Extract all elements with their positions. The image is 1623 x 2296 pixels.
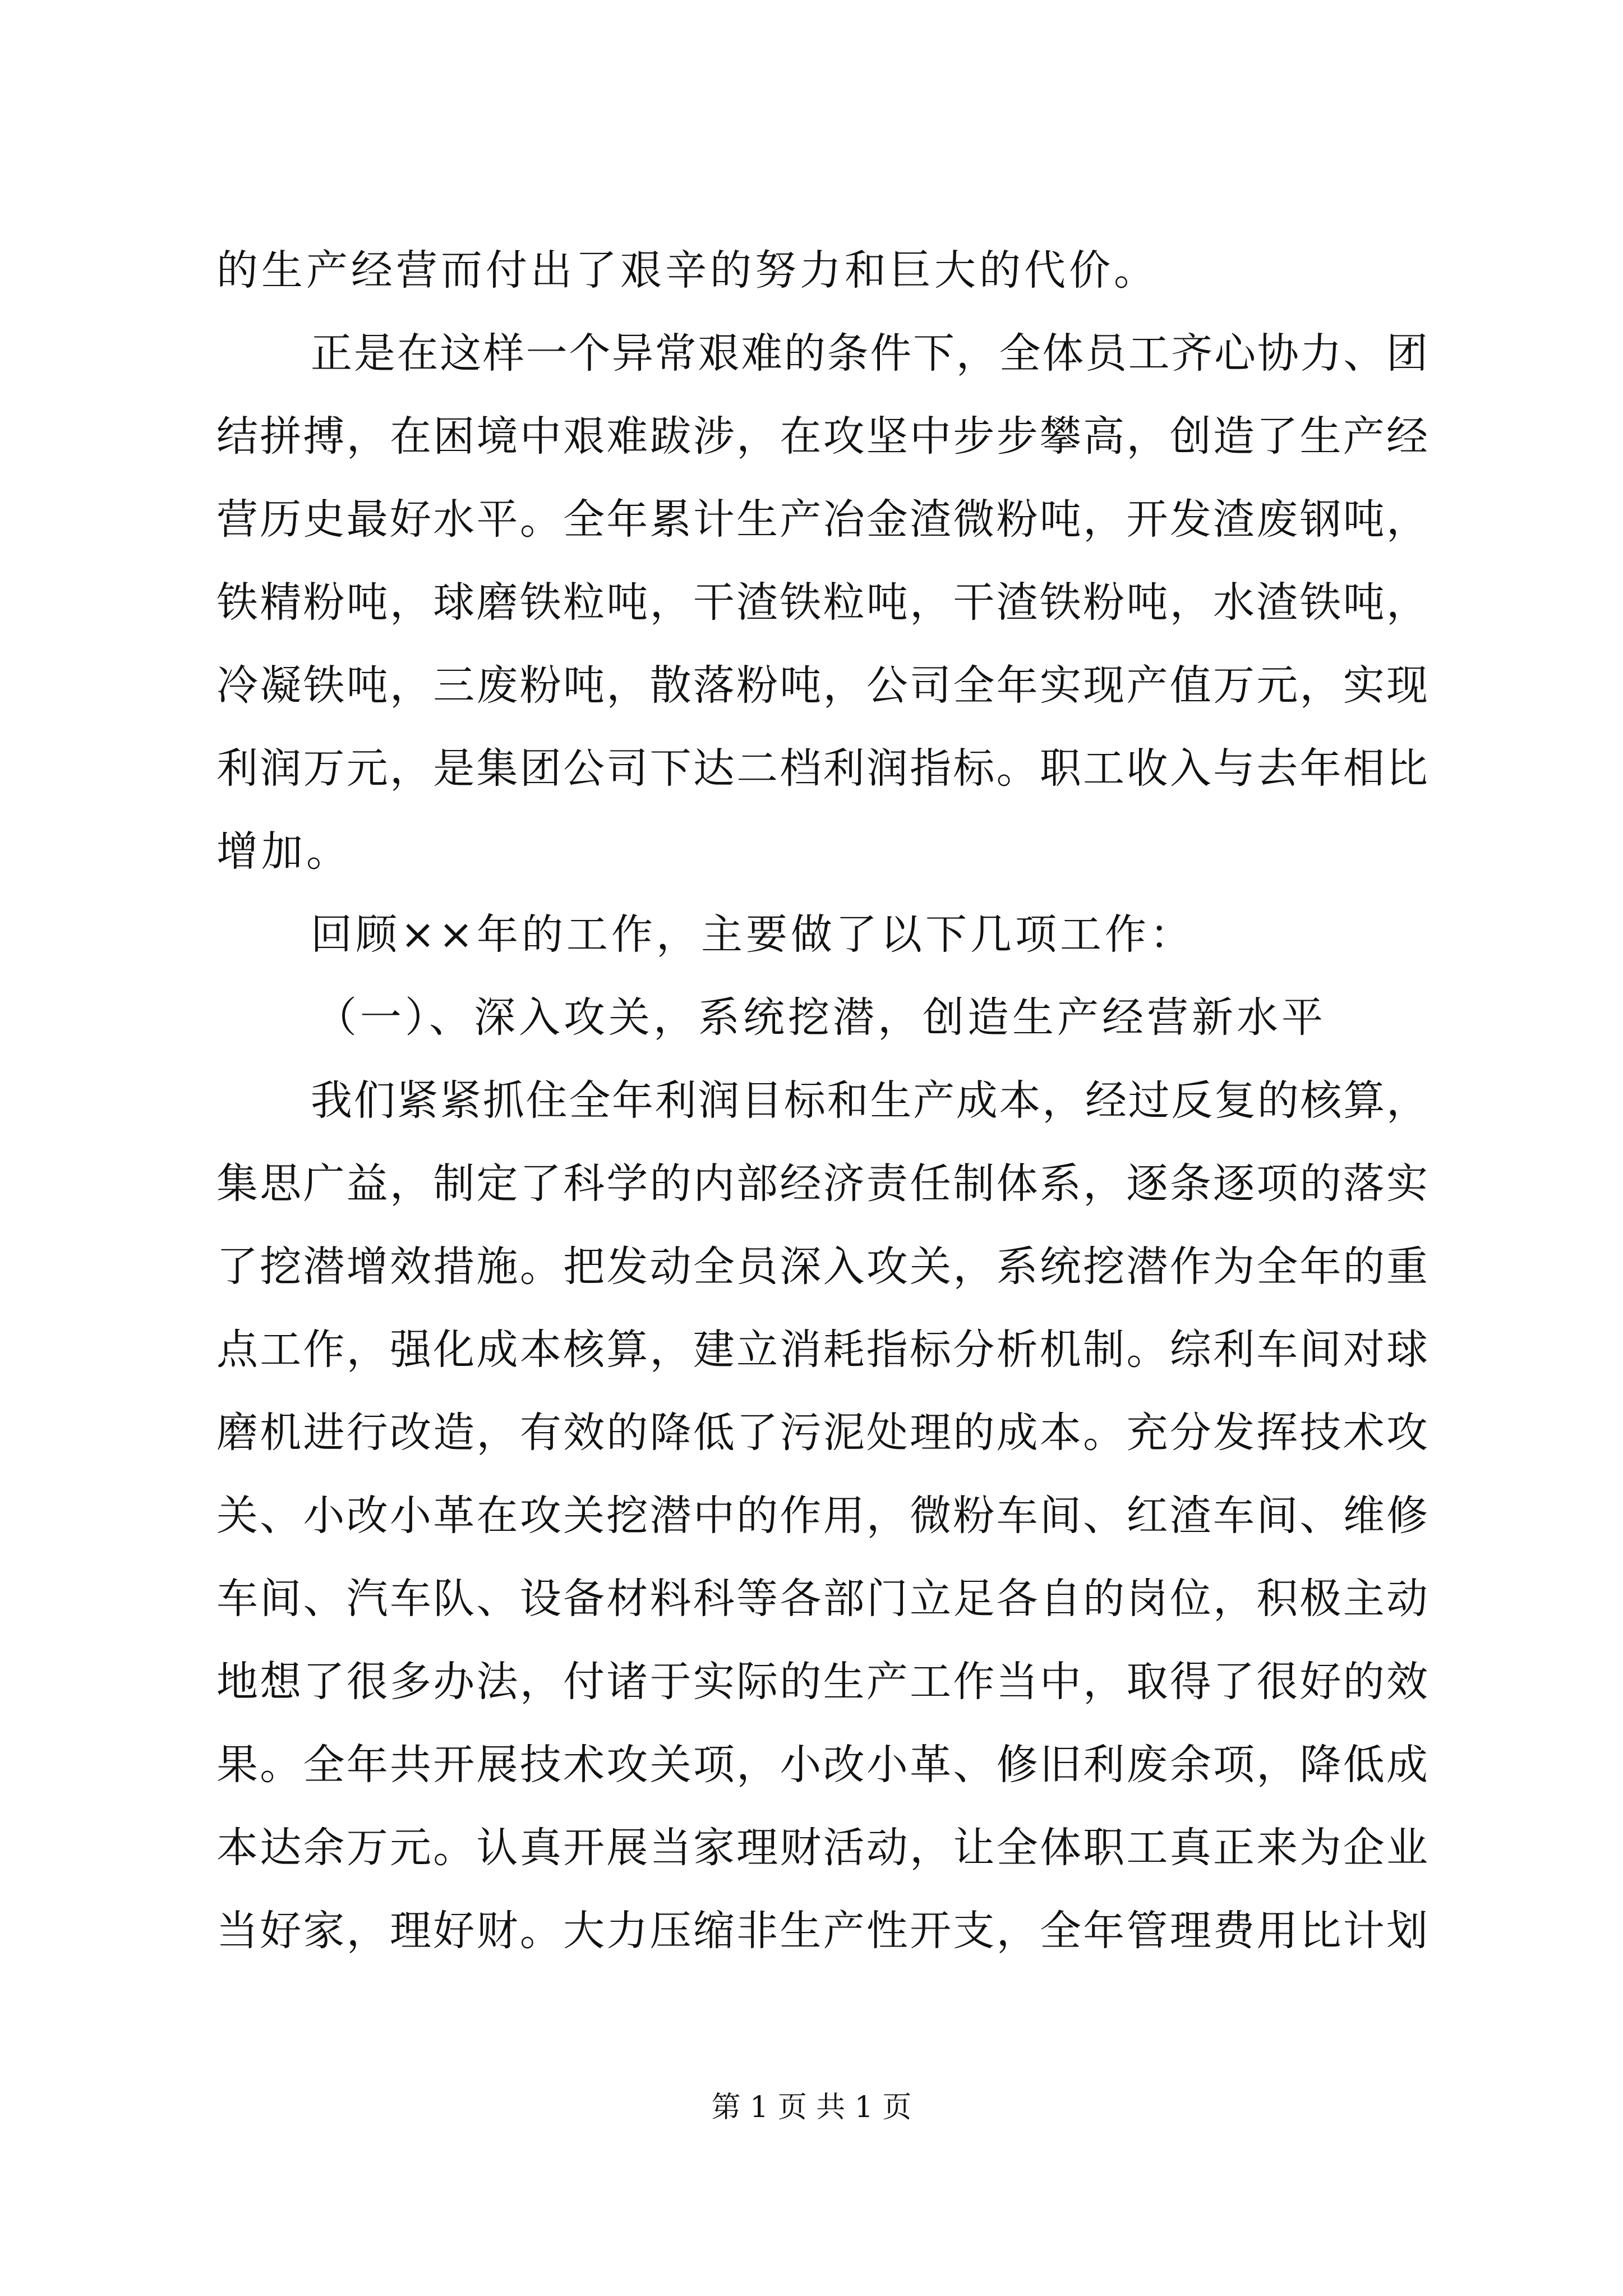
- paragraph-line: 了挖潜增效措施。把发动全员深入攻关，系统挖潜作为全年的重: [216, 1243, 1428, 1291]
- paragraph-line: 营历史最好水平。全年累计生产冶金渣微粉吨，开发渣废钢吨，: [216, 495, 1428, 544]
- paragraph-line: 利润万元，是集团公司下达二档利润指标。职工收入与去年相比: [216, 744, 1428, 793]
- paragraph-line: 铁精粉吨，球磨铁粒吨，干渣铁粒吨，干渣铁粉吨，水渣铁吨，: [216, 578, 1428, 627]
- paragraph-line: 点工作，强化成本核算，建立消耗指标分析机制。综利车间对球: [216, 1326, 1428, 1374]
- page-footer: 第 1 页 共 1 页: [711, 2091, 912, 2124]
- paragraph-line: 集思广益，制定了科学的内部经济责任制体系，逐条逐项的落实: [216, 1159, 1428, 1208]
- paragraph-line: 果。全年共开展技术攻关项，小改小革、修旧利废余项，降低成: [216, 1741, 1428, 1789]
- paragraph-line: 冷凝铁吨，三废粉吨，散落粉吨，公司全年实现产值万元，实现: [216, 661, 1428, 710]
- paragraph-line: 当好家，理好财。大力压缩非生产性开支，全年管理费用比计划: [216, 1907, 1428, 1955]
- section-heading: （一）、深入攻关，系统挖潜，创造生产经营新水平: [315, 993, 1326, 1042]
- paragraph-line: 增加。: [216, 827, 351, 876]
- paragraph-line: 车间、汽车队、设备材料科等各部门立足各自的岗位，积极主动: [216, 1575, 1428, 1623]
- paragraph-line: 的生产经营而付出了艰辛的努力和巨大的代价。: [216, 246, 1159, 295]
- paragraph-line: 地想了很多办法，付诸于实际的生产工作当中，取得了很好的效: [216, 1658, 1428, 1706]
- paragraph-line: 正是在这样一个异常艰难的条件下，全体员工齐心协力、团: [311, 329, 1428, 378]
- paragraph-line: 回顾××年的工作，主要做了以下几项工作：: [311, 910, 1195, 959]
- paragraph-line: 本达余万元。认真开展当家理财活动，让全体职工真正来为企业: [216, 1824, 1428, 1872]
- paragraph-line: 我们紧紧抓住全年利润目标和生产成本，经过反复的核算，: [311, 1076, 1428, 1125]
- paragraph-line: 结拼搏，在困境中艰难跋涉，在攻坚中步步攀高，创造了生产经: [216, 412, 1428, 461]
- paragraph-line: 磨机进行改造，有效的降低了污泥处理的成本。充分发挥技术攻: [216, 1409, 1428, 1457]
- paragraph-line: 关、小改小革在攻关挖潜中的作用，微粉车间、红渣车间、维修: [216, 1492, 1428, 1540]
